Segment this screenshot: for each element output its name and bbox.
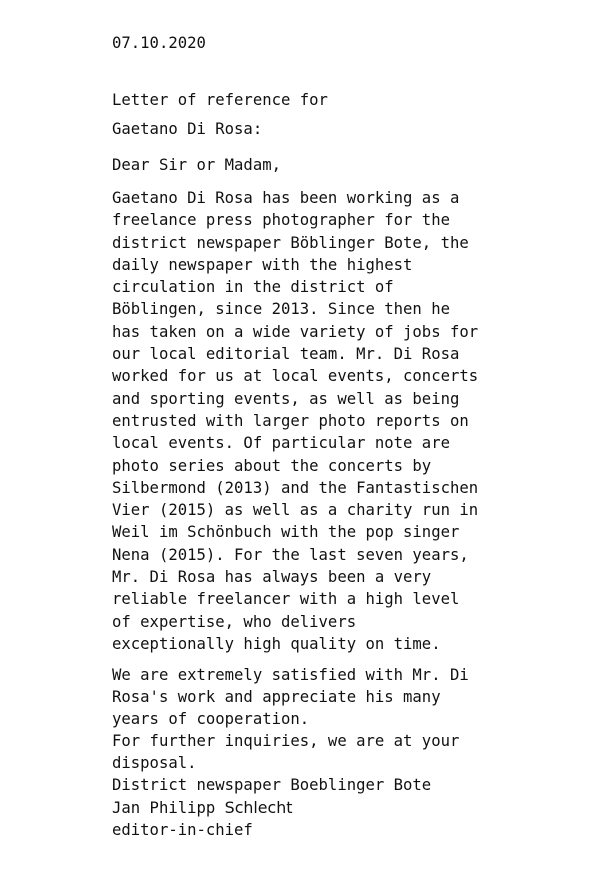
body-line: photo series about the concerts by xyxy=(112,456,432,475)
body-line: Mr. Di Rosa has always been a very xyxy=(112,568,432,587)
body-line: local events. Of particular note are xyxy=(112,434,450,453)
salutation: Dear Sir or Madam, xyxy=(112,156,281,174)
body-line: freelance press photographer for the xyxy=(112,211,450,230)
closing-line: We are extremely satisfied with Mr. Di xyxy=(112,666,469,684)
body-line: Nena (2015). For the last seven years, xyxy=(112,545,469,564)
signer-first-names: Jan Philipp xyxy=(112,798,225,817)
body-line: Böblingen, since 2013. Since then he xyxy=(112,300,450,319)
body-line: worked for us at local events, concerts xyxy=(112,367,479,386)
body-line: of expertise, who delivers xyxy=(112,612,357,631)
body-line: Vier (2015) as well as a charity run in xyxy=(112,501,479,520)
body-line: Silbermond (2013) and the Fantastischen xyxy=(112,478,479,497)
signer-name xyxy=(112,797,512,819)
body-line: daily newspaper with the highest xyxy=(112,255,413,274)
letter-closing xyxy=(112,664,512,841)
body-line: entrusted with larger photo reports on xyxy=(112,411,469,430)
newspaper-name: District newspaper Boeblinger Bote xyxy=(112,776,432,795)
body-line: and sporting events, as well as being xyxy=(112,389,460,408)
body-line: Gaetano Di Rosa has been working as a xyxy=(112,189,460,207)
letter-date: 07.10.2020 xyxy=(112,34,206,52)
closing-line: Rosa's work and appreciate his many xyxy=(112,688,441,707)
reference-heading-line-2: Gaetano Di Rosa: xyxy=(112,120,263,138)
body-line: district newspaper Böblinger Bote, the xyxy=(112,233,469,252)
body-line: Weil im Schönbuch with the pop singer xyxy=(112,523,460,542)
body-line: our local editorial team. Mr. Di Rosa xyxy=(112,345,460,364)
closing-line: years of cooperation. xyxy=(112,710,310,729)
body-line: exceptionally high quality on time. xyxy=(112,634,441,653)
body-line: reliable freelancer with a high level xyxy=(112,590,460,609)
signer-title: editor-in-chief xyxy=(112,820,253,839)
body-line: has taken on a wide variety of jobs for xyxy=(112,322,479,341)
signer-surname: Schlecht xyxy=(224,797,293,817)
reference-heading-line-1: Letter of reference for xyxy=(112,91,328,109)
body-line: circulation in the district of xyxy=(112,278,394,297)
letter-body xyxy=(112,187,512,655)
closing-line: For further inquiries, we are at your xyxy=(112,732,460,751)
closing-line: disposal. xyxy=(112,754,197,773)
